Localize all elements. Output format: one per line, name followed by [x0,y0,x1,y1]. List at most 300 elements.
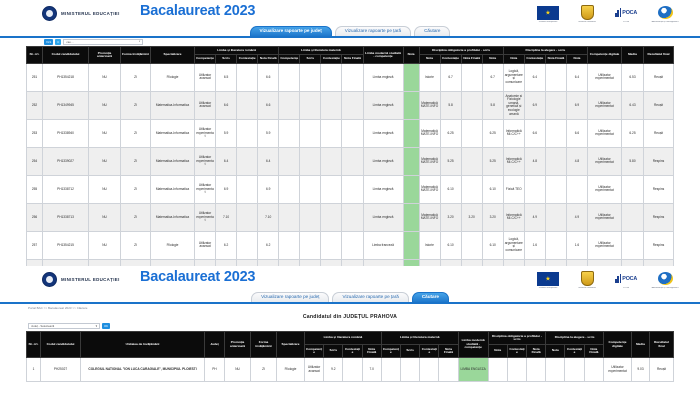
cell-oblig-final: 6.10 [482,175,503,203]
cell-aleg-final: 4.9 [566,203,587,231]
col-elect-appeal: Contestație [565,345,584,358]
cell-aleg-nota [524,175,545,203]
search-results-head [27,332,674,358]
cell-specializare: Matematica-Informatica [151,203,195,231]
cell-aleg-final [566,175,587,203]
col-ro-final: Nota Finală [258,55,279,63]
cell-aleg-disc: Informatică MI-C/C++ [503,119,524,147]
cell-mat-scris [300,147,321,175]
cell-nr: 252 [27,91,43,119]
cell-oblig-contest [461,175,482,203]
col-promotion: Promoția anterioară [225,332,251,358]
cell-mat-contest [321,175,342,203]
cell-mat-final [342,91,363,119]
col-average: Media [632,332,650,358]
table-row [27,203,674,231]
ministry-name: MINISTERUL EDUCAȚIEI [61,277,120,282]
candidates-table [26,46,674,288]
cell-oblig-contest [461,91,482,119]
cell-mat-scris [300,63,321,91]
cell-mat-comp [279,119,300,147]
search-results-table [26,331,674,382]
cell-forma: ZI [251,358,277,382]
cell-mat-final [342,175,363,203]
col-modern-grade: Nota [403,47,419,64]
cell-ro-comp: Utilizator experimentat [195,147,216,175]
cell-mat-scris [401,358,420,382]
cell-mat-comp [279,231,300,259]
cell-oblig-disc: Matematică MATE-INFO [419,119,440,147]
cell-aleg-final [584,358,603,382]
cell-ro-contest [237,147,258,175]
table-row [27,147,674,175]
cell-moderna: Limba engleză [363,203,403,231]
candidates-table-body [27,63,674,287]
ministry-branding-bottom [42,272,120,287]
group-mandatory-discipline: Disciplina obligatorie a profilului - scris [488,332,546,345]
cell-oblig-nota: 3.20 [440,203,461,231]
cell-oblig-disc: Matematică MATE-INFO [419,175,440,203]
cell---green [403,147,419,175]
group-mandatory-discipline: Disciplina obligatorie a profilului - scris [419,47,503,55]
cell-moderna: LIMBA ENGLEZA [458,358,488,382]
cell-mat-contest [321,231,342,259]
cell-aleg-contest [545,175,566,203]
col-ro-appeal: Contestație [343,345,362,358]
cell-promotia: NU [89,91,121,119]
search-results-body [27,358,674,382]
cell-aleg-final: 6.4 [566,63,587,91]
cell-aleg-contest [545,119,566,147]
cell-aleg-final: 6.9 [566,91,587,119]
cell-moderna: Limba engleză [363,119,403,147]
cell-ro-scris: 9.2 [324,358,343,382]
cell-mat-contest [321,63,342,91]
cell-aleg-contest [545,63,566,91]
cell-ro-final: 7.0 [362,358,381,382]
cell-ro-comp: Utilizator avansat [195,231,216,259]
cell-aleg-contest [545,203,566,231]
county-select[interactable] [28,323,100,329]
cell-mat-comp [279,147,300,175]
cell-cod: PH25027 [41,358,81,382]
cell-aleg-disc: Fizică TEO [503,175,524,203]
tab-reports-by-country[interactable]: Vizualizare rapoarte pe țară [335,26,411,37]
cell-specializare: Matematica-Informatica [151,147,195,175]
col-elect-grade: Nota [503,55,524,63]
col-ro-final: Nota Finală [362,345,381,358]
col-ro-competences: Competențe [305,345,324,358]
cell-ro-comp: Utilizator experimentat [195,175,216,203]
cell-ro-final: 6.6 [258,91,279,119]
cell-aleg-contest [565,358,584,382]
col-final-result: Rezultatul final [644,47,674,64]
col-mt-appeal: Contestație [321,55,342,63]
col-mt-competences: Competențe [381,345,400,358]
col-specialization: Specializare [277,332,305,358]
cell-specializare: Matematica-Informatica [151,175,195,203]
cell-aleg-contest [545,147,566,175]
cell-oblig-disc: Matematică MATE-INFO [419,91,440,119]
cell-promotia: NU [89,119,121,147]
cell-digitale: Utilizator experimentat [588,175,622,203]
cell-mat-comp [381,358,400,382]
col-ro-competences: Competențe [195,55,216,63]
cell-ro-contest [237,231,258,259]
cell-ro-comp: Utilizator avansat [195,91,216,119]
col-nr: Nr. crt. [27,47,43,64]
cell---green [403,231,419,259]
cell-oblig-contest [461,147,482,175]
table-row [27,175,674,203]
site-header-bottom [0,266,700,292]
col-mand-appeal: Nota Finală [461,55,482,63]
cell-media [622,231,644,259]
cell-ro-contest [237,203,258,231]
chevron-down-icon: ▾ [95,324,97,328]
search-input-value: cau… [66,40,74,44]
cell-media: 6.25 [622,119,644,147]
cell-aleg-nota: 6.9 [524,91,545,119]
col-digital-skills: Competențe digitale [588,47,622,64]
cell-rezultat: Respins [644,175,674,203]
cell-aleg-final: 1.6 [566,231,587,259]
cell-promotia: NU [89,175,121,203]
cell-forma: ZI [121,147,151,175]
search-panel [0,266,700,400]
eu-flag-logo: ★ Uniunea Europeană [533,271,563,289]
col-mt-written: Scris [300,55,321,63]
cell-promotia: NU [225,358,251,382]
cell-oblig-contest: 3.20 [461,203,482,231]
col-mand-appeal: Contestație [507,345,526,358]
col-promotion: Promoția anterioară [89,47,121,64]
cell-oblig-contest [507,358,526,382]
cell-oblig-disc: Istorie [419,231,440,259]
cell-oblig-nota: 6.10 [440,175,461,203]
cell-ro-final: 7.10 [258,203,279,231]
cell-scoala: COLEGIUL NATIONAL "ION LUCA CARAGIALE", MUNICIPIUL PLOIESTI [81,358,205,382]
bottom-tabbar [0,292,700,304]
search-result-row [27,358,674,382]
cell-forma: ZI [121,63,151,91]
cell-ro-comp: Utilizator avansat [195,63,216,91]
col-elect-final: Nota Finală [584,345,603,358]
col-mand-grade: Contestație [440,55,461,63]
table-header-group-row [27,47,674,55]
cell-mat-comp [279,91,300,119]
cell---green [403,203,419,231]
cell-digitale: Utilizator experimentat [588,203,622,231]
group-elective-discipline: Disciplina la alegere - scris [546,332,604,345]
cell-oblig-contest [461,231,482,259]
cell-rezultat: Respins [644,147,674,175]
cell-ro-final: 6.2 [258,231,279,259]
cell-mat-comp [279,63,300,91]
cell-mat-contest [321,147,342,175]
cell-rezultat: Respins [644,203,674,231]
eu-flag-logo: ★ Uniunea Europeană [533,5,563,23]
col-mt-appeal: Contestație [420,345,439,358]
cell-forma: ZI [121,91,151,119]
cell-ro-scris: 6.6 [216,91,237,119]
col-digital-skills: Competențe digitale [604,332,632,358]
county-select-value: Județ - Selectează [31,324,55,328]
cell-oblig-nota: 6.10 [440,231,461,259]
tab-search[interactable]: Căutare [414,26,450,37]
table-toolbar [0,38,700,46]
cell-oblig-final: 3.20 [482,203,503,231]
cell-digitale: Utilizator experimentat [588,63,622,91]
poca-logo: POCA POCA [611,271,641,289]
export-excel-button[interactable]: XLS [46,39,52,44]
cell-specializare: Matematica-Informatica [151,119,195,147]
cell-oblig-nota [488,358,507,382]
cell-mat-scris [300,203,321,231]
cell-digitale: Utilizator experimentat [588,91,622,119]
cell-cod: PH1338940 [43,119,89,147]
col-ro-written: Scris [216,55,237,63]
cell-aleg-nota: 4.9 [524,203,545,231]
cell-digitale: Utilizator experimentat [588,119,622,147]
cell-oblig-final: 6.10 [482,231,503,259]
cell-mat-contest [420,358,439,382]
cell-media: 6.43 [622,91,644,119]
cell-nr: 254 [27,147,43,175]
col-modern-language: Limba modernă studiată - competențe [458,332,488,358]
cell-ro-scris: 6.5 [216,63,237,91]
cell-rezultat: Respins [644,231,674,259]
cell-aleg-nota: 6.6 [524,119,545,147]
cell---green [403,175,419,203]
table-row [27,231,674,259]
cell-ro-contest [237,119,258,147]
cell-nr: 251 [27,63,43,91]
cell-mat-scris [300,119,321,147]
ministry-branding [42,6,120,21]
cell-forma: ZI [121,203,151,231]
cell-cod: PH1338713 [43,203,89,231]
cell-mat-contest [321,91,342,119]
cell-nr: 255 [27,175,43,203]
administratie-logo: Administrație și management [650,5,680,23]
cell-specializare: Matematica-Informatica [151,91,195,119]
cell-aleg-nota: 6.4 [524,63,545,91]
cell-ro-scris: 5.9 [216,119,237,147]
cell-media [622,203,644,231]
col-elect-grade: Nota [546,345,565,358]
col-mt-final: Nota Finală [342,55,363,63]
cell-mat-scris [300,231,321,259]
cell-oblig-nota: 6.25 [440,119,461,147]
col-final-result: Rezultatul final [650,332,674,358]
tabbar-rule-bottom [0,302,700,304]
cell-digitale: Utilizator experimentat [588,147,622,175]
cell-mat-scris [300,175,321,203]
cell-cod: PH1338712 [43,175,89,203]
cell-digitale: Utilizator experimentat [588,231,622,259]
cell-ro-contest [237,91,258,119]
cell-moderna: Limba engleză [363,147,403,175]
cell-ro-final: 6.9 [258,175,279,203]
ministry-name: MINISTERUL EDUCAȚIEI [61,11,120,16]
cell-promotia: NU [89,203,121,231]
cell-digitale: Utilizator experimentat [604,358,632,382]
cell-ro-final: 6.6 [258,63,279,91]
cell-specializare: Filologie [151,63,195,91]
cell-ro-final: 5.9 [258,119,279,147]
cell-mat-comp [279,175,300,203]
cell-oblig-final: 6.25 [482,119,503,147]
col-code: Codul candidatului [43,47,89,64]
cell-aleg-disc: Logică, argumentare și comunicare [503,231,524,259]
page-title: Bacalaureat 2023 [140,3,256,19]
col-form: Forma învățământ [121,47,151,64]
col-code: Codul candidatului [41,332,81,358]
cell-ro-contest [237,175,258,203]
cell-mat-final [342,119,363,147]
funding-logos [533,5,680,23]
search-result-title: Candidatul din JUDEȚUL PRAHOVA [302,314,398,320]
county-filter-row [0,323,700,331]
cell-nr: 257 [27,231,43,259]
cell-judet: PH [205,358,225,382]
search-header-group-row [27,332,674,345]
cell-promotia: NU [89,231,121,259]
cell-oblig-nota: 6.7 [440,63,461,91]
page-title-bottom: Bacalaureat 2023 [140,269,256,285]
cell-mat-final [342,147,363,175]
cell-cod: PH1349945 [43,91,89,119]
cell-oblig-disc: Istorie [419,63,440,91]
col-elect-discipline-name: Contestație [524,55,545,63]
ministry-seal-icon [42,272,57,287]
cell-nr: 253 [27,119,43,147]
cell-oblig-final: 5.8 [482,91,503,119]
col-mand-grade: Nota [488,345,507,358]
cell-ro-scris: 6.4 [216,147,237,175]
col-form: Forma învățământ [251,332,277,358]
col-mand-final: Nota Finală [527,345,546,358]
cell-moderna: Limba engleză [363,63,403,91]
col-mand-final: Nota [482,55,503,63]
cell-specializare: Filologie [277,358,305,382]
tabbar-rule [0,36,700,38]
table-row [27,119,674,147]
cell-aleg-nota: 1.6 [524,231,545,259]
poca-logo: POCA POCA [611,5,641,23]
cell-aleg-disc: Logică, argumentare și comunicare [503,63,524,91]
chevron-down-icon: ▾ [139,40,141,44]
cell-rezultat: Reușit [650,358,674,382]
cell-aleg-disc: Informatică MI-C/C++ [503,147,524,175]
cell-aleg-final: 4.8 [566,147,587,175]
cell-aleg-contest [545,231,566,259]
cell-moderna: Limba engleză [363,91,403,119]
col-county: Județ [205,332,225,358]
tab-search-bottom[interactable]: Căutare [412,292,449,303]
site-header [0,0,700,26]
candidates-table-head [27,47,674,64]
cell-moderna: Limba franceză [363,231,403,259]
cell-oblig-contest [461,63,482,91]
cell-ro-comp: Utilizator experimentat [195,203,216,231]
tab-reports-by-county-bottom[interactable]: Vizualizare rapoarte pe județ [251,292,329,303]
cell-rezultat: Reușit [644,119,674,147]
cell-mat-final [439,358,458,382]
administratie-logo: Administrație și management [650,271,680,289]
cell-oblig-nota: 5.8 [440,91,461,119]
cell-ro-scris: 7.10 [216,203,237,231]
copy-button[interactable]: C [57,39,60,44]
breadcrumb: Portal BAC >> Bacalaureat 2023 >> Căutare [28,306,88,310]
cell-cod: PH1354218 [43,63,89,91]
col-mand-discipline-name: Nota [419,55,440,63]
tab-reports-by-country-bottom[interactable]: Vizualizare rapoarte pe țară [332,292,408,303]
cell-aleg-disc: Anatomie și Fiziologie umană, genetică și ecologie umană [503,91,524,119]
cell-ro-comp: Utilizator avansat [305,358,324,382]
cell-mat-comp [279,203,300,231]
col-elect-final: Nota [566,55,587,63]
col-mt-written: Scris [401,345,420,358]
cell-rezultat: Reușit [644,91,674,119]
cell-media [622,175,644,203]
cell-media: 9.03 [632,358,650,382]
cell-oblig-nota: 5.25 [440,147,461,175]
col-mt-competences: Competențe [279,55,300,63]
cell---green [403,119,419,147]
cell-rezultat: Reușit [644,63,674,91]
cell-aleg-nota [546,358,565,382]
cell-forma: ZI [121,231,151,259]
cell-media: 5.80 [622,147,644,175]
cell-media: 6.53 [622,63,644,91]
col-specialization: Specializare [151,47,195,64]
group-mother-tongue: Limba și literatura maternă [381,332,458,345]
cell-oblig-disc: Matematică MATE-INFO [419,147,440,175]
cell-mat-scris [300,91,321,119]
cell-promotia: NU [89,63,121,91]
ministry-seal-icon [42,6,57,21]
col-mt-final: Nota Finală [439,345,458,358]
cell-oblig-final: 5.25 [482,147,503,175]
county-submit-button[interactable]: OK [104,324,109,328]
tab-reports-by-county[interactable]: Vizualizare rapoarte pe județ [250,26,332,37]
group-romanian: Limba și literatura română [195,47,279,55]
romanian-government-logo: Guvernul României [572,271,602,289]
cell-aleg-nota: 4.8 [524,147,545,175]
cell-moderna: Limba engleză [363,175,403,203]
cell-oblig-final: 6.7 [482,63,503,91]
cell-ro-scris: 6.2 [216,231,237,259]
cell-mat-final [342,231,363,259]
funding-logos-bottom [533,271,680,289]
cell-oblig-final [527,358,546,382]
cell-nr: 1 [27,358,41,382]
cell-mat-final [342,63,363,91]
cell-forma: ZI [121,119,151,147]
group-elective-discipline: Disciplina la alegere - scris [503,47,587,55]
search-input[interactable] [63,39,143,44]
cell-ro-contest [343,358,362,382]
cell-ro-scris: 6.9 [216,175,237,203]
cell-promotia: NU [89,147,121,175]
cell-mat-final [342,203,363,231]
cell-forma: ZI [121,175,151,203]
cell-cod: PH1354215 [43,231,89,259]
cell---green [403,91,419,119]
cell-specializare: Filologie [151,231,195,259]
